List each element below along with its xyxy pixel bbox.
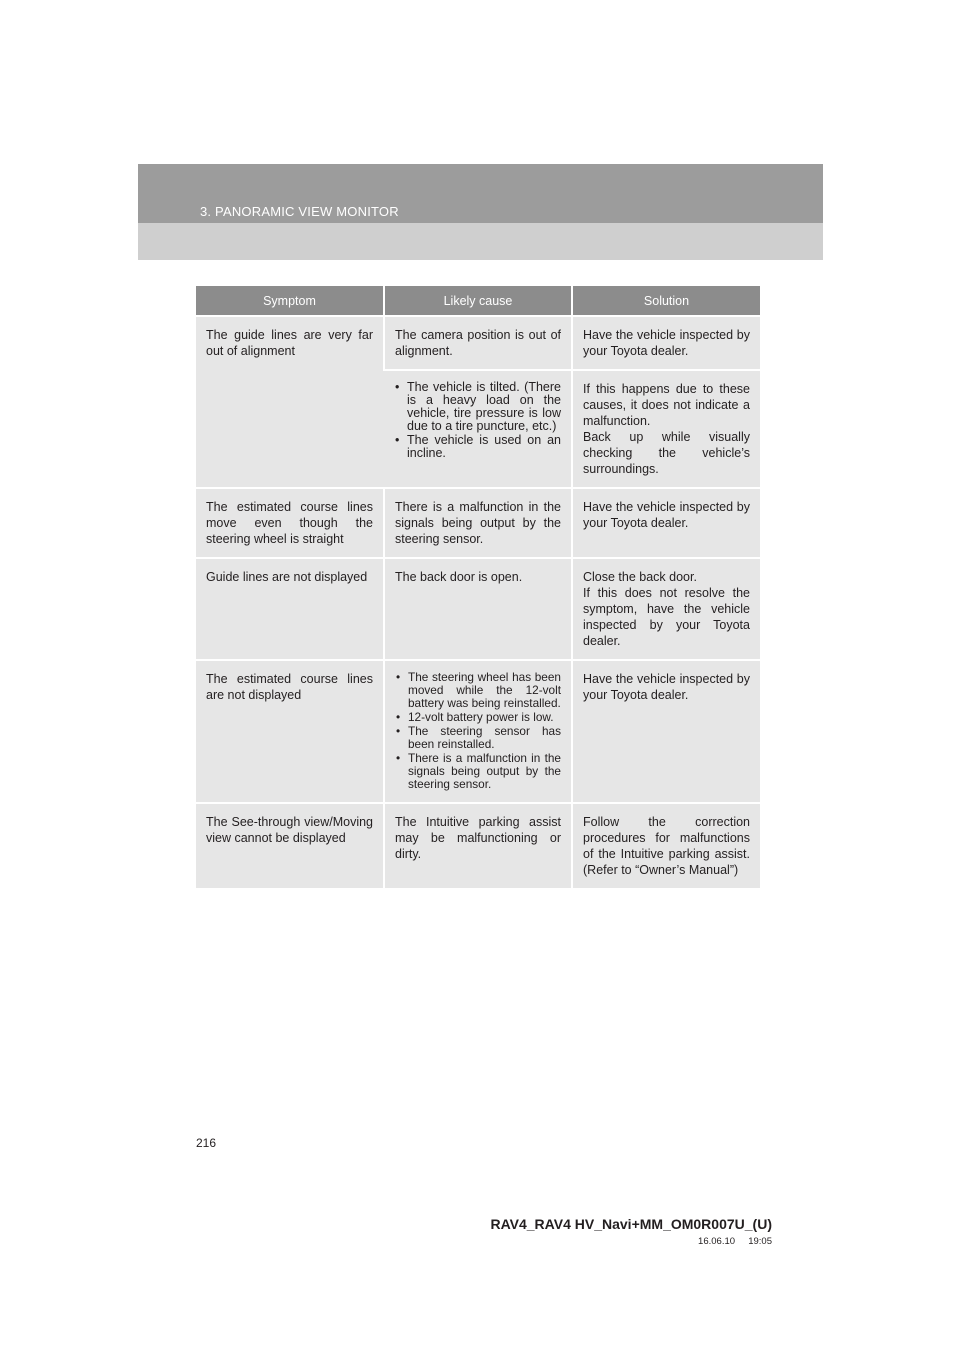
cause-cell bbox=[384, 558, 572, 660]
list-item: • The steering sensor has been reinstalled. bbox=[395, 725, 561, 751]
section-title: 3. PANORAMIC VIEW MONITOR bbox=[200, 204, 399, 219]
cause-bullet-list bbox=[395, 671, 561, 791]
list-item: • There is a malfunction in the signals being output by the steering sensor. bbox=[395, 752, 561, 791]
list-item: • The steering wheel has been moved while the 12-volt battery was being reinstalled. bbox=[395, 671, 561, 710]
table-row bbox=[196, 488, 760, 558]
section-header-bar bbox=[138, 164, 823, 223]
solution-text: If this happens due to these causes, it does not indicate a malfunction. bbox=[583, 382, 750, 428]
column-header-likely-cause: Likely cause bbox=[384, 286, 572, 316]
cause-text: The Intuitive parking assist may be malfunctioning or dirty. bbox=[395, 815, 561, 861]
solution-text: Have the vehicle inspected by your Toyota dealer. bbox=[583, 500, 750, 530]
cause-cell bbox=[384, 488, 572, 558]
cause-cell bbox=[384, 803, 572, 888]
symptom-cell bbox=[196, 660, 384, 803]
solution-cell bbox=[572, 370, 760, 488]
symptom-text: The guide lines are very far out of alignment bbox=[206, 328, 373, 358]
symptom-cell bbox=[196, 488, 384, 558]
list-item: • The vehicle is used on an incline. bbox=[394, 434, 561, 460]
solution-text: Have the vehicle inspected by your Toyota dealer. bbox=[583, 672, 750, 702]
symptom-cell bbox=[196, 803, 384, 888]
section-header-band bbox=[138, 164, 823, 260]
table-row bbox=[196, 803, 760, 888]
column-header-symptom: Symptom bbox=[196, 286, 384, 316]
symptom-text: The See-through view/Moving view cannot be displayed bbox=[206, 815, 373, 845]
page-number: 216 bbox=[196, 1136, 217, 1150]
solution-text: If this does not resolve the symptom, have the vehicle inspected by your Toyota dealer. bbox=[583, 586, 750, 648]
symptom-cell bbox=[196, 316, 384, 488]
solution-cell bbox=[572, 660, 760, 803]
troubleshooting-table bbox=[196, 286, 760, 888]
cause-cell bbox=[384, 370, 572, 488]
cause-bullet-list bbox=[394, 381, 561, 460]
list-item: • The vehicle is tilted. (There is a heavy load on the vehicle, tire pressure is low due to a tire puncture, etc.) bbox=[394, 381, 561, 433]
cause-text: The back door is open. bbox=[395, 570, 523, 584]
solution-text: Back up while visually checking the vehicle’s surroundings. bbox=[583, 430, 750, 476]
solution-text: Follow the correction procedures for malfunctions of the Intuitive parking assist. (Refer to “Owner’s Manual”) bbox=[583, 815, 750, 877]
solution-cell bbox=[572, 558, 760, 660]
document-code: RAV4_RAV4 HV_Navi+MM_OM0R007U_(U) bbox=[490, 1216, 772, 1232]
list-item: • 12-volt battery power is low. bbox=[395, 711, 561, 724]
symptom-text: The estimated course lines are not displayed bbox=[206, 672, 373, 702]
cause-cell bbox=[384, 660, 572, 803]
table-row bbox=[196, 660, 760, 803]
document-timestamp: 16.06.10 19:05 bbox=[698, 1236, 772, 1247]
symptom-text: Guide lines are not displayed bbox=[206, 570, 368, 584]
column-header-solution: Solution bbox=[572, 286, 760, 316]
table-row bbox=[196, 558, 760, 660]
cause-text: The camera position is out of alignment. bbox=[395, 328, 561, 358]
solution-cell bbox=[572, 488, 760, 558]
solution-text: Close the back door. bbox=[583, 570, 697, 584]
table-row bbox=[196, 316, 760, 370]
solution-text: Have the vehicle inspected by your Toyota dealer. bbox=[583, 328, 750, 358]
cause-text: There is a malfunction in the signals being output by the steering sensor. bbox=[395, 500, 561, 546]
symptom-cell bbox=[196, 558, 384, 660]
cause-cell bbox=[384, 316, 572, 370]
table-header-row bbox=[196, 286, 760, 316]
solution-cell bbox=[572, 803, 760, 888]
symptom-text: The estimated course lines move even though the steering wheel is straight bbox=[206, 500, 373, 546]
solution-cell bbox=[572, 316, 760, 370]
